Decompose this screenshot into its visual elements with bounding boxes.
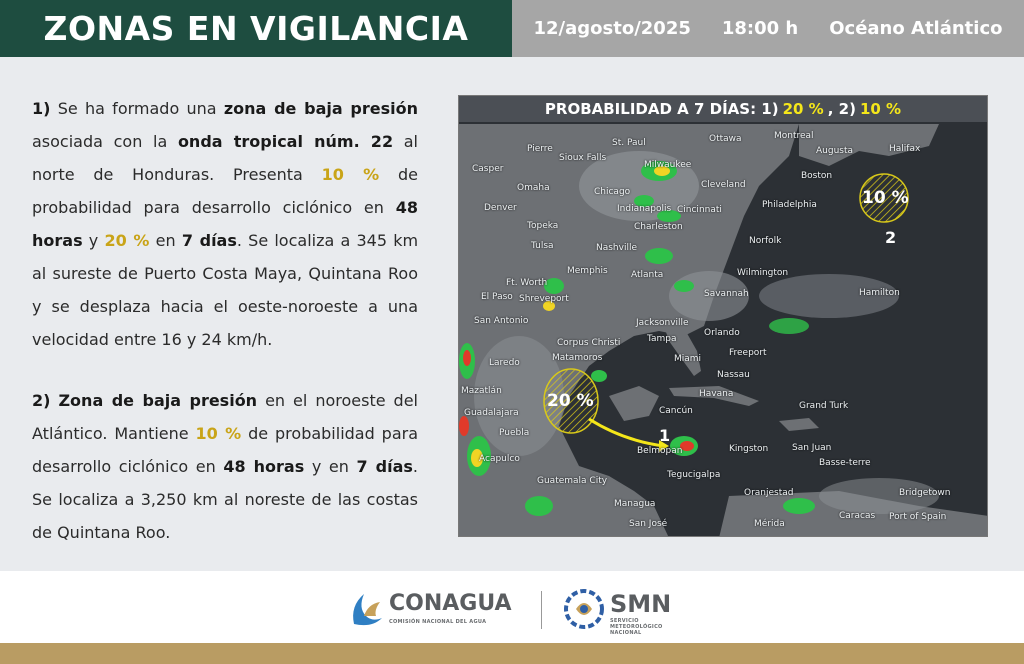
city-label: Hamilton (859, 288, 900, 298)
city-label: Puebla (499, 428, 530, 438)
city-label: Laredo (489, 358, 520, 368)
header-region: Océano Atlántico (829, 18, 1003, 39)
smn-logo-icon (562, 587, 606, 631)
city-label: Kingston (729, 444, 769, 454)
page-title: ZONAS EN VIGILANCIA (43, 9, 469, 48)
city-label: Basse-terre (819, 458, 871, 468)
footer-accent-bar (0, 643, 1024, 664)
logo-divider (541, 591, 542, 629)
city-label: Savannah (704, 289, 749, 299)
city-label: San Juan (792, 443, 832, 453)
conagua-subtitle: COMISIÓN NACIONAL DEL AGUA (389, 619, 487, 625)
conagua-name: CONAGUA (389, 591, 512, 616)
city-label: Philadelphia (762, 200, 817, 210)
map-title: PROBABILIDAD A 7 DÍAS: 1) 20 % , 2) 10 % (459, 96, 987, 122)
city-label: Mazatlán (461, 386, 502, 396)
city-label: Memphis (567, 266, 608, 276)
city-label: Acapulco (479, 454, 520, 464)
city-label: Boston (801, 171, 833, 181)
city-label: Freeport (729, 348, 767, 358)
city-label: Topeka (527, 221, 559, 231)
smn-name: SMN (610, 590, 672, 618)
city-label: Matamoros (552, 353, 603, 363)
city-label: Bridgetown (899, 488, 951, 498)
city-label: Guatemala City (537, 476, 608, 486)
city-label: Chicago (594, 187, 631, 197)
zone-1-paragraph: 1) Se ha formado una zona de baja presión asociada con la onda tropical núm. 22 al norte de Honduras. Presenta 10 % de probabilidad para desarrollo ciclónico en 48 horas y 20 % en 7 días. Se localiza a 345 km al sureste de Puerto Costa Maya, Quintana Roo y se desplaza hacia el oeste-noroeste a una velocidad entre 16 y 24 km/h. (32, 99, 419, 349)
zone-1-number: 1 (659, 426, 671, 445)
city-label: Havana (699, 389, 734, 399)
city-label: Sioux Falls (559, 153, 607, 163)
city-label: Milwaukee (644, 160, 692, 170)
map-background (459, 96, 988, 537)
header-date: 12/agosto/2025 (533, 18, 691, 39)
city-label: Orlando (704, 328, 740, 338)
smn-subtitle: SERVICIO METEOROLÓGICO NACIONAL (610, 618, 663, 636)
city-label: El Paso (481, 292, 513, 302)
zone-2-number: 2 (885, 228, 897, 247)
city-label: Ft. Worth (506, 278, 548, 288)
city-label: Tampa (647, 334, 677, 344)
city-label: Cancún (659, 406, 693, 416)
city-label: Denver (484, 203, 517, 213)
zone-2-paragraph: 2) Zona de baja presión en el noroeste del Atlántico. Mantiene 10 % de probabilidad para desarrollo ciclónico en 48 horas y en 7 días. Se localiza a 3,250 km al noreste de las costas de Quintana Roo. (32, 391, 419, 542)
conagua-logo-icon (346, 588, 386, 628)
city-label: Mérida (754, 519, 785, 529)
city-label: Charleston (634, 222, 683, 232)
header-title-bar (0, 0, 512, 57)
city-label: Oranjestad (744, 488, 794, 498)
city-label: Miami (674, 354, 702, 364)
city-label: Tulsa (531, 241, 554, 251)
city-label: Indianapolis (617, 204, 672, 214)
city-label: Caracas (839, 511, 876, 521)
city-label: Augusta (816, 146, 854, 156)
zone-2-label: 10 % (862, 188, 909, 208)
city-label: San Antonio (474, 316, 529, 326)
zone-1-label: 20 % (547, 391, 594, 411)
city-label: Corpus Christi (557, 338, 621, 348)
city-label: Nashville (596, 243, 638, 253)
city-label: Atlanta (631, 270, 664, 280)
city-label: Port of Spain (889, 512, 947, 522)
city-label: Wilmington (737, 268, 789, 278)
city-label: Jacksonville (636, 318, 689, 328)
city-label: Montreal (774, 131, 814, 141)
city-label: Guadalajara (464, 408, 519, 418)
city-label: Shreveport (519, 294, 569, 304)
city-label: Casper (472, 164, 504, 174)
city-label: Belmopan (637, 446, 683, 456)
city-label: Managua (614, 499, 656, 509)
city-label: Norfolk (749, 236, 782, 246)
city-label: Ottawa (709, 134, 742, 144)
city-label: Halifax (889, 144, 921, 154)
city-label: Nassau (717, 370, 750, 380)
bulletin-text (32, 92, 418, 577)
footer (0, 571, 1024, 643)
header-info-bar (512, 0, 1024, 57)
city-label: Pierre (527, 144, 553, 154)
header-time: 18:00 h (721, 18, 799, 39)
city-label: San José (629, 519, 668, 529)
city-label: Cleveland (701, 180, 746, 190)
satellite-map (458, 95, 988, 537)
city-label: Tegucigalpa (667, 470, 721, 480)
city-label: Grand Turk (799, 401, 849, 411)
city-label: Cincinnati (677, 205, 722, 215)
city-label: Omaha (517, 183, 550, 193)
city-label: St. Paul (612, 138, 646, 148)
